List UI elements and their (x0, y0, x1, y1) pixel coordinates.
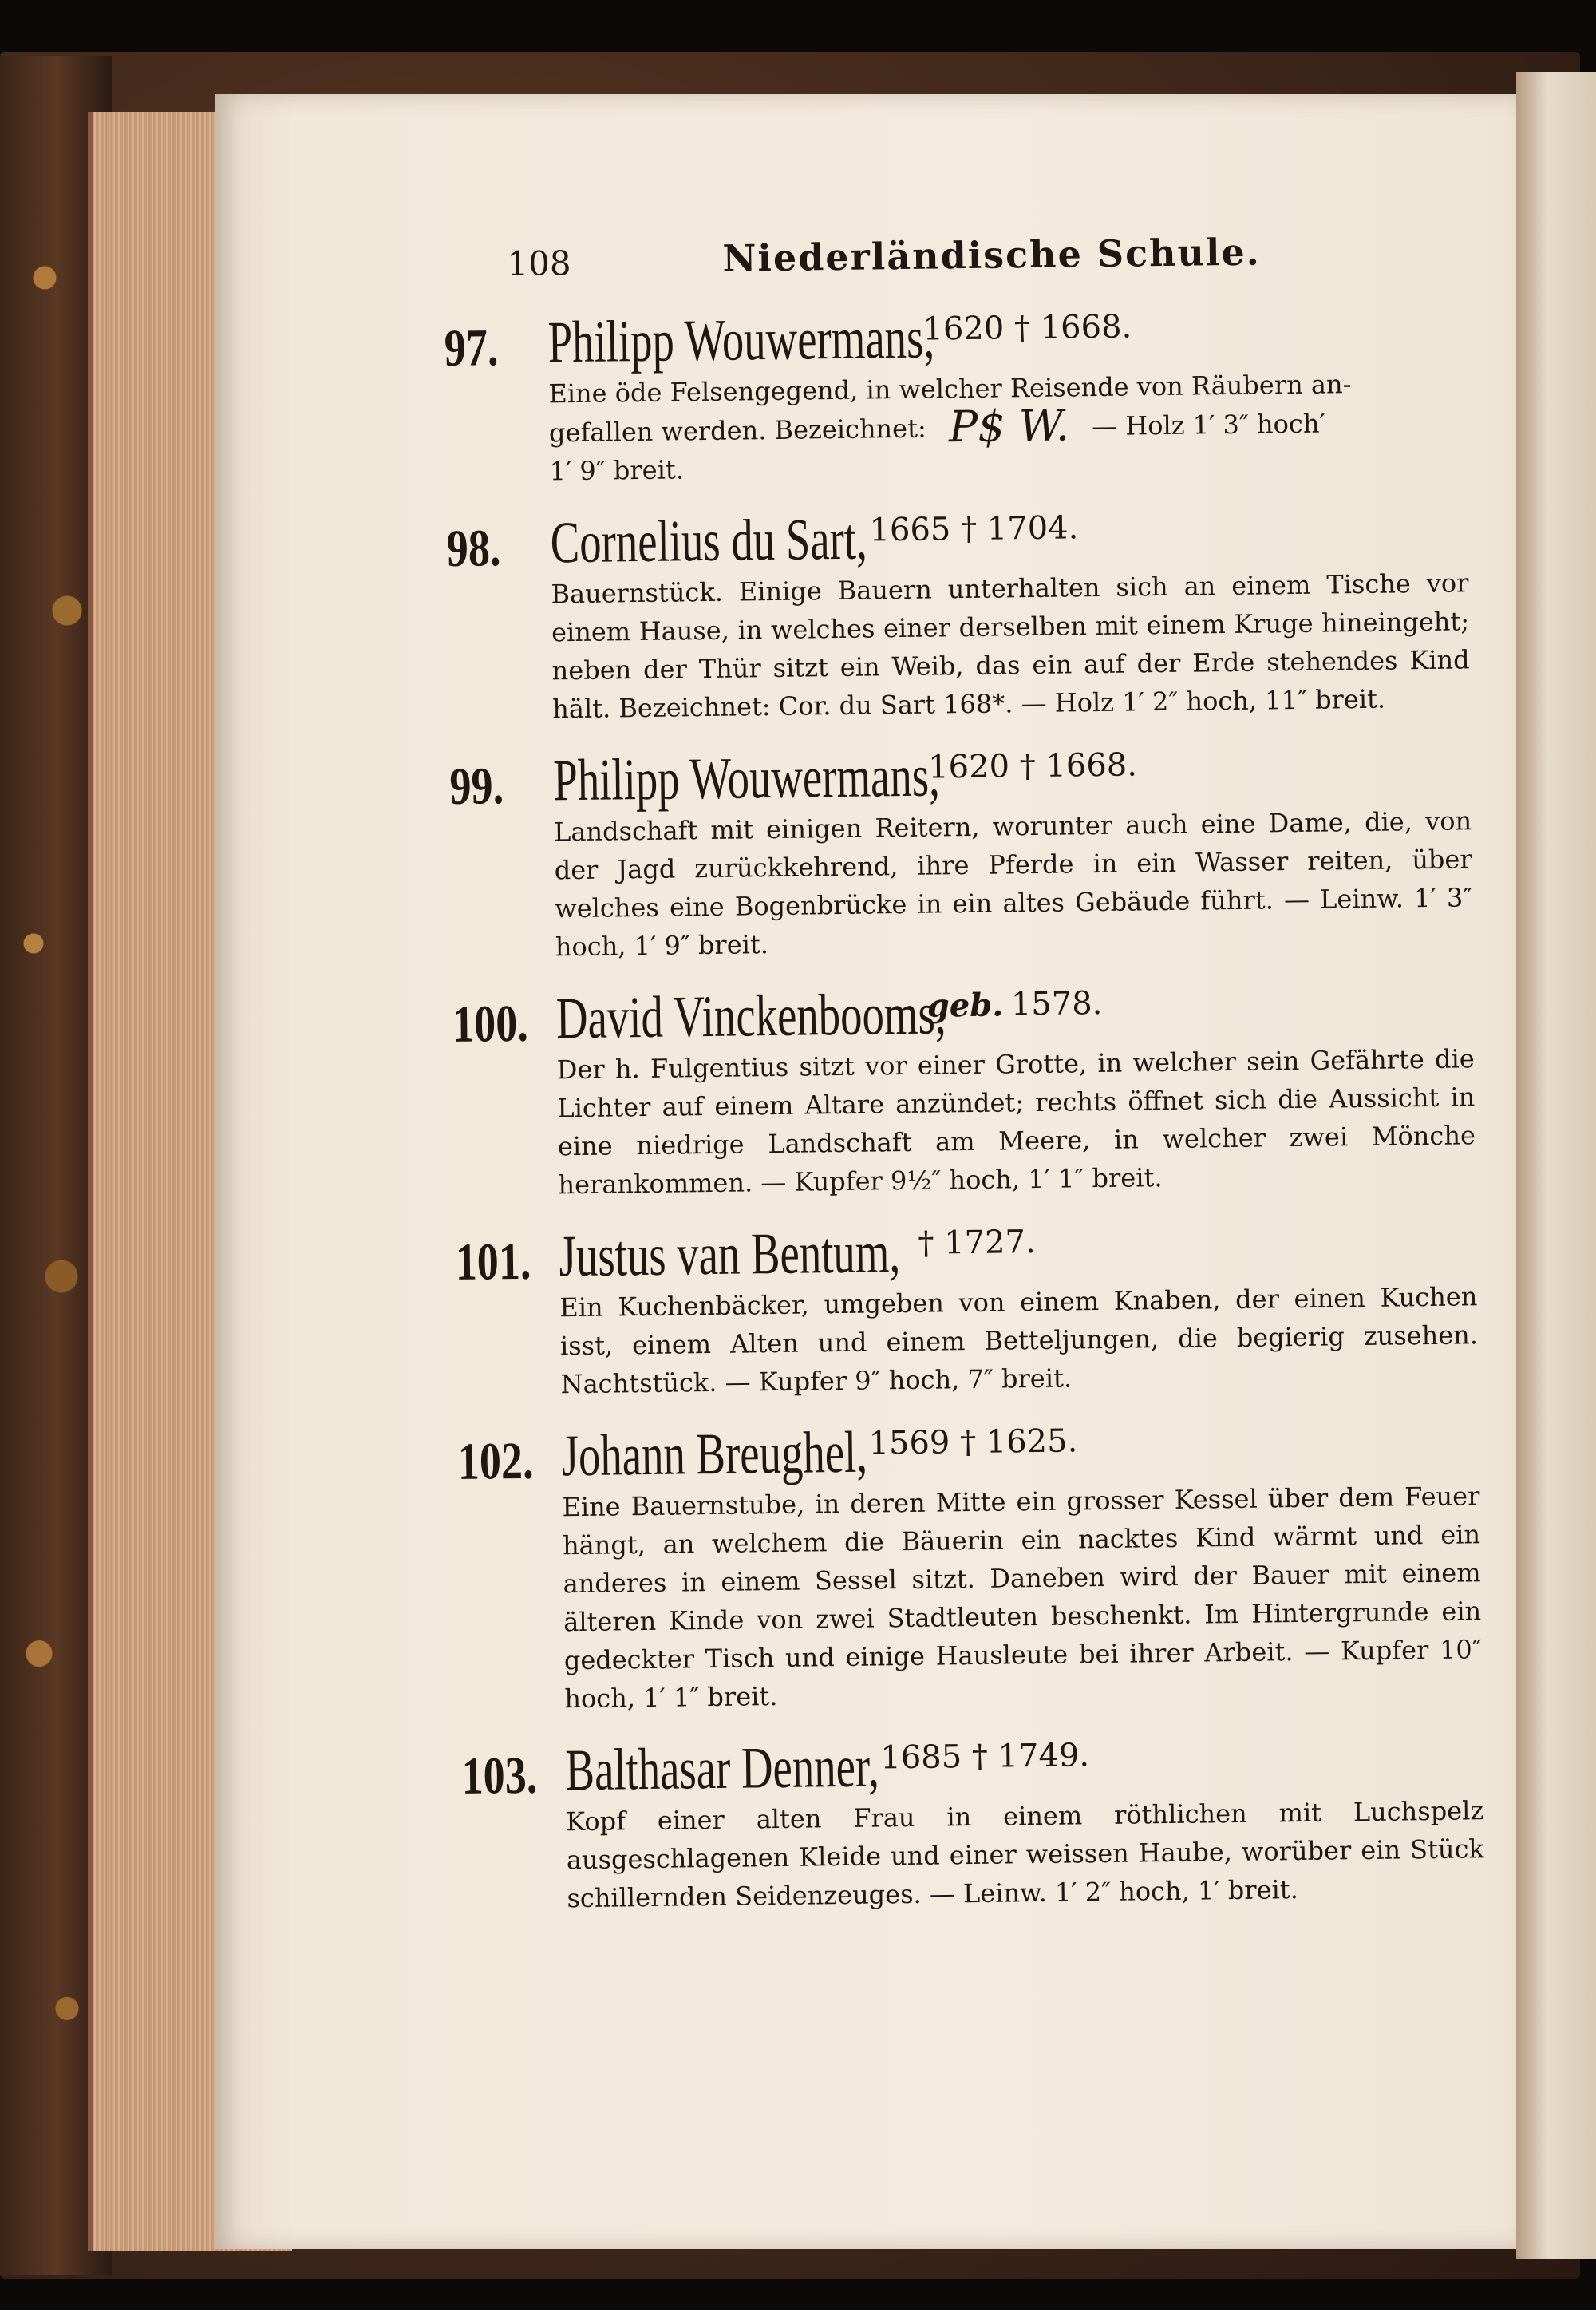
entry-number: 98. (446, 519, 501, 578)
born-abbrev: geb. (926, 986, 1004, 1025)
entry-description: Bauernstück. Einige Bauern unterhalten sich an einem Tische vor einem Hause, in welches einer derselben mit einem Kruge hineingeht; neben der Thür sitzt ein Weib, das ein auf der Erde stehendes Kind hält. Bezeichnet: Cor. du Sart 168*. — Holz 1′ 2″ hoch, 11″ breit. (551, 568, 1470, 725)
entry-description: Kopf einer alten Frau in einem röthlichen mit Luchspelz ausgeschlagenen Kleide und einer weissen Haube, worüber ein Stück schillernden Seidenzeuges. — Leinw. 1′ 2″ hoch, 1′ breit. (566, 1795, 1485, 1914)
artist-dates: 1665 † 1704. (869, 509, 1079, 549)
entry-description: Ein Kuchenbäcker, umgeben von einem Knaben, der einen Kuchen isst, einem Alten und einem Betteljungen, die begierig zusehen. Nachtstück. — Kupfer 9″ hoch, 7″ breit. (559, 1281, 1479, 1400)
description-text: gefallen werden. Bezeichnet: (548, 413, 926, 449)
entry-number: 100. (452, 994, 529, 1054)
entry-description: Landschaft mit einigen Reitern, worunter auch eine Dame, die, von der Jagd zurückkehrend, ihre Pferde in ein Wasser reiten, über welches eine Bogenbrücke in ein altes Gebäude führt. — Leinw. 1′ 3″ hoch, 1′ 9″ breit. (553, 805, 1473, 963)
artist-name: Philipp Wouwermans, (552, 743, 941, 814)
entry-number: 103. (461, 1746, 538, 1806)
artist-dates: † 1727. (918, 1224, 1036, 1262)
entry-heading (446, 493, 1468, 576)
entry-heading (452, 969, 1474, 1052)
catalog-entry (457, 1406, 1482, 1719)
entry-number: 99. (448, 757, 504, 816)
artist-name: Balthasar Denner, (565, 1734, 880, 1804)
catalog-entry (455, 1207, 1479, 1405)
entry-heading (449, 731, 1472, 814)
page-header-title: Niederländische Schule. (722, 230, 1261, 280)
entry-heading (461, 1721, 1483, 1804)
description-line: 1′ 9″ breit. (549, 454, 685, 487)
entry-number: 102. (457, 1431, 534, 1491)
artist-name: Cornelius du Sart, (550, 506, 868, 576)
catalog-entry (452, 969, 1476, 1205)
catalog-entry (444, 293, 1468, 492)
artist-dates: 1578. (1010, 984, 1103, 1023)
description-line: Eine öde Felsengegend, in welcher Reisende von Räubern an- (548, 369, 1352, 409)
entry-heading (457, 1406, 1479, 1489)
artist-name: David Vinckenbooms, (555, 981, 946, 1052)
entry-description: Der h. Fulgentius sitzt vor einer Grotte, in welcher sein Gefährte die Lichter auf einem Altare anzündet; rechts öffnet sich die Aussicht in eine niedrige Landschaft am Meere, in welcher zwei Mönche herankommen. — Kupfer 9½″ hoch, 1′ 1″ breit. (556, 1043, 1476, 1200)
entry-number: 97. (444, 318, 499, 378)
artist-name: Johann Breughel, (561, 1419, 868, 1489)
running-head (443, 223, 1465, 291)
description-text: — Holz 1′ 3″ hoch′ (1091, 408, 1325, 442)
artist-dates: 1620 † 1668. (927, 746, 1138, 786)
catalog-entry (446, 493, 1470, 730)
artist-name: Justus van Bentum, (559, 1220, 901, 1290)
catalog-entry (449, 731, 1473, 967)
entry-heading (455, 1207, 1477, 1290)
facing-page-edge (1516, 72, 1596, 2259)
entry-heading (444, 293, 1466, 376)
painter-signature: P$ W. (948, 400, 1070, 453)
artist-dates: 1620 † 1668. (922, 308, 1132, 348)
page-number: 108 (507, 243, 571, 284)
catalog-entry (461, 1721, 1485, 1919)
entry-number: 101. (455, 1232, 531, 1291)
entry-description (548, 363, 1468, 490)
entry-description: Eine Bauernstube, in deren Mitte ein grosser Kessel über dem Feuer hängt, an welchem die Bäuerin ein nacktes Kind wärmt und ein anderes in einem Sessel sitzt. Daneben wird der Bauer mit einem älteren Kinde von zwei Stadtleuten beschenkt. Im Hintergrunde ein gedeckter Tisch und einige Hausleute bei ihrer Arbeit. — Kupfer 10″ hoch, 1′ 1″ breit. (562, 1481, 1482, 1715)
page-content (443, 223, 1485, 1918)
artist-dates: 1569 † 1625. (868, 1422, 1078, 1462)
artist-name: Philipp Wouwermans, (547, 305, 935, 376)
artist-dates: 1685 † 1749. (880, 1737, 1090, 1777)
